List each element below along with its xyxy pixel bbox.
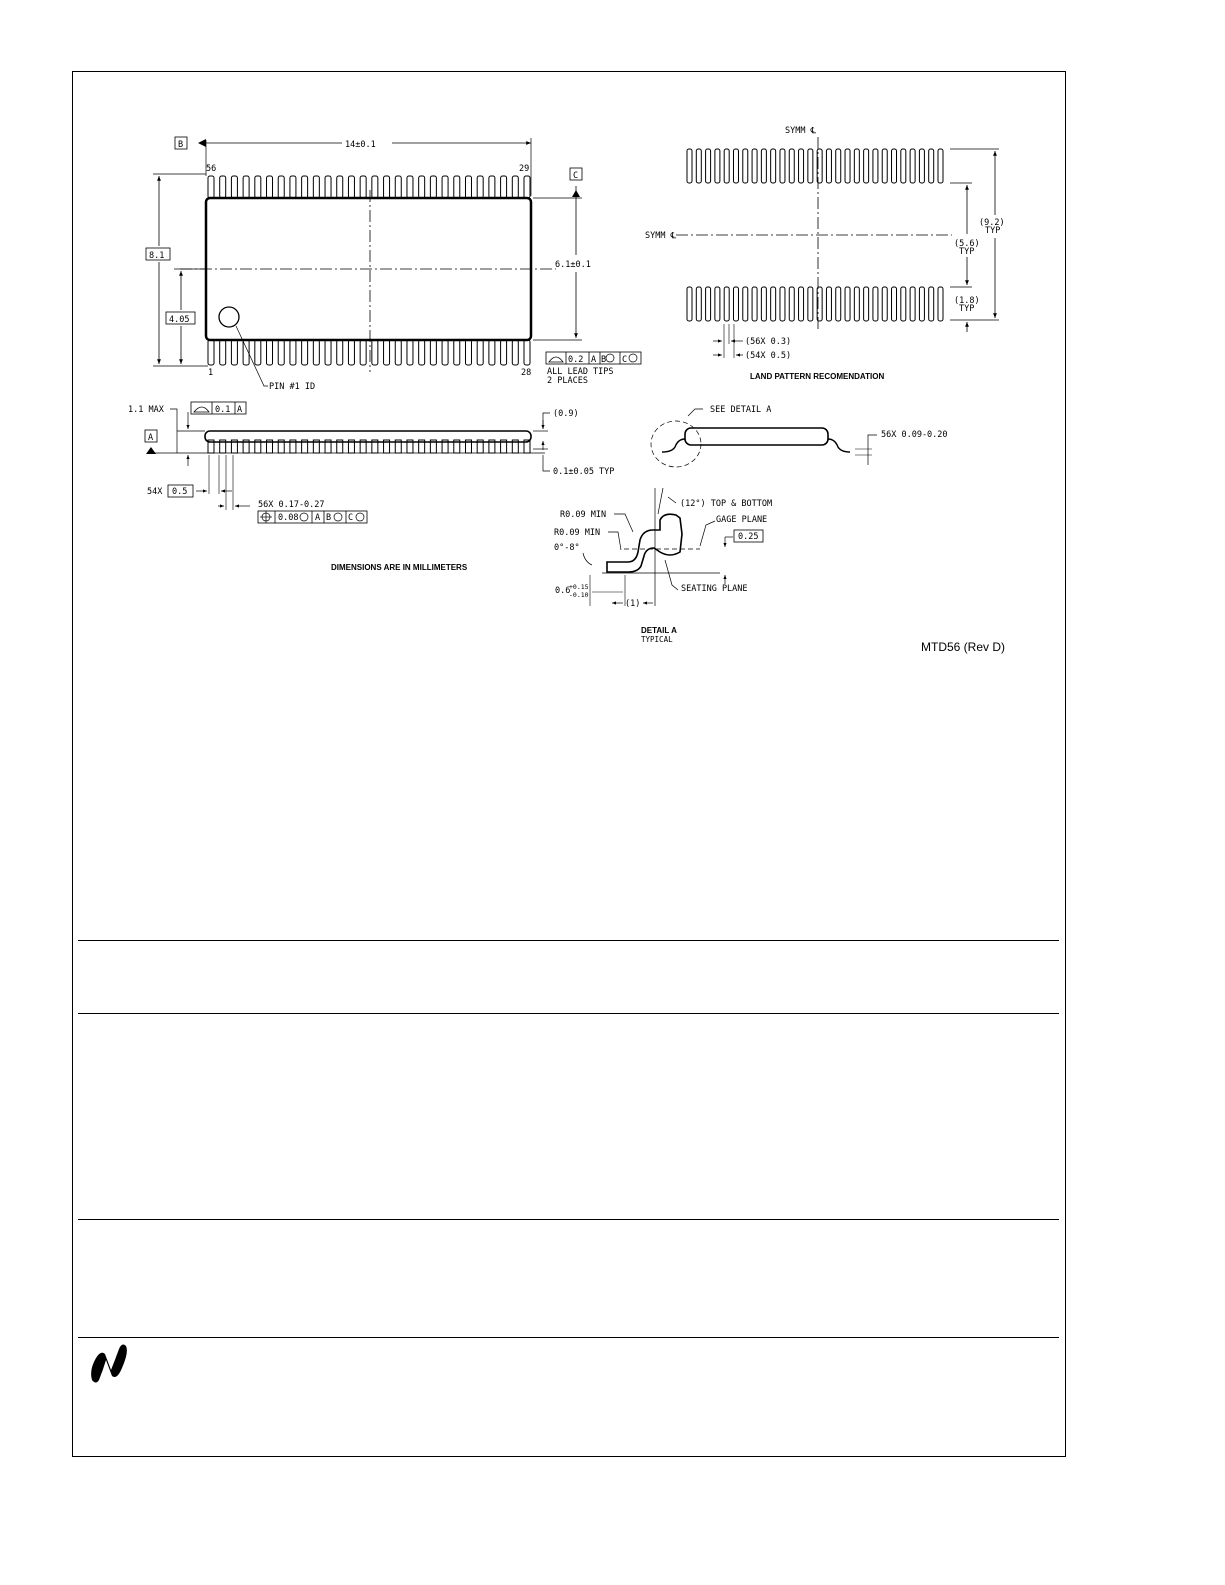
land-pad — [715, 149, 720, 183]
lead — [384, 176, 390, 198]
lead — [419, 340, 425, 365]
lead — [302, 340, 308, 365]
lead-width-dim: 56X 0.17-0.27 — [258, 500, 325, 510]
lead — [442, 176, 448, 198]
half-dim: 4.05 — [169, 315, 190, 325]
dim-1-8: (1.8) — [954, 296, 980, 306]
dim-1-8-typ: TYP — [959, 304, 975, 314]
land-pad — [761, 287, 766, 321]
lead — [313, 176, 319, 198]
datum-a: A — [148, 433, 154, 443]
land-pad — [743, 287, 748, 321]
top-leads — [208, 176, 530, 198]
land-pad — [938, 287, 943, 321]
land-pad — [892, 287, 897, 321]
lead-tips-line1: ALL LEAD TIPS — [547, 367, 614, 377]
dim-9-2-typ: TYP — [985, 226, 1001, 236]
standoff-dim: 0.1±0.05 TYP — [553, 467, 615, 477]
land-pad — [761, 149, 766, 183]
lead — [302, 176, 308, 198]
land-pad — [696, 149, 701, 183]
land-pad — [687, 149, 692, 183]
lead — [360, 176, 366, 198]
lead — [454, 176, 460, 198]
dim-0-9: (0.9) — [553, 409, 579, 419]
pitch-count: 54X — [147, 487, 163, 497]
fcf-value: 0.2 — [568, 355, 584, 365]
fcf-datum-a: A — [591, 355, 597, 365]
lead — [255, 176, 261, 198]
land-pad — [901, 149, 906, 183]
angle-0-8-label: 0°-8° — [554, 543, 580, 553]
dim-9-2: (9.2) — [979, 218, 1005, 228]
lead — [524, 340, 530, 365]
pad-pitch-dim: (54X 0.5) — [745, 351, 792, 361]
land-pad — [733, 287, 738, 321]
datum-b: B — [178, 140, 184, 150]
max-height-label: 1.1 MAX — [128, 405, 164, 415]
detail-lead — [607, 514, 682, 572]
land-pad — [780, 149, 785, 183]
pin-56-label: 56 — [206, 164, 217, 174]
land-pad — [901, 287, 906, 321]
profile-body — [685, 428, 828, 445]
lead — [208, 340, 214, 365]
lead — [337, 340, 343, 365]
lead — [325, 176, 331, 198]
lead — [267, 176, 273, 198]
land-pad — [826, 149, 831, 183]
land-pad — [910, 149, 915, 183]
land-pad — [808, 287, 813, 321]
land-pattern — [676, 137, 999, 358]
radius-min-1: R0.09 MIN — [560, 510, 607, 520]
land-pad — [706, 287, 711, 321]
pin1-id-label: PIN #1 ID — [269, 382, 316, 392]
pin-28-label: 28 — [521, 368, 532, 378]
land-pad — [938, 149, 943, 183]
lead — [501, 340, 507, 365]
body-dim: 6.1±0.1 — [555, 260, 591, 270]
symm-left-label: SYMM ℄ — [645, 231, 677, 241]
lead — [313, 340, 319, 365]
flatness-datum: A — [237, 405, 243, 415]
position-datum-c: C — [348, 513, 354, 523]
lead — [419, 176, 425, 198]
land-pad — [854, 149, 859, 183]
gage-plane-label: GAGE PLANE — [716, 515, 768, 525]
land-pad — [696, 287, 701, 321]
lead — [407, 340, 413, 365]
position-datum-a: A — [315, 513, 321, 523]
land-pad — [873, 149, 878, 183]
land-pad — [743, 149, 748, 183]
land-pad — [771, 287, 776, 321]
length-dim: 14±0.1 — [345, 140, 376, 150]
lead — [489, 176, 495, 198]
pin1-dimple — [219, 307, 239, 327]
land-pad — [892, 149, 897, 183]
lead — [465, 340, 471, 365]
lead — [489, 340, 495, 365]
units-note: DIMENSIONS ARE IN MILLIMETERS — [331, 563, 468, 572]
height-dim: 8.1 — [149, 251, 165, 261]
lead — [454, 340, 460, 365]
lead — [372, 176, 378, 198]
land-pad — [826, 287, 831, 321]
land-pad — [845, 287, 850, 321]
lead — [524, 176, 530, 198]
land-pad — [799, 287, 804, 321]
pad-width-dim: (56X 0.3) — [745, 337, 792, 347]
land-pad — [808, 149, 813, 183]
lead — [208, 176, 214, 198]
bottom-leads — [208, 340, 530, 365]
radius-min-2: R0.09 MIN — [554, 528, 601, 538]
pitch-value: 0.5 — [172, 487, 188, 497]
land-pad — [789, 149, 794, 183]
lead — [465, 176, 471, 198]
flatness-value: 0.1 — [215, 405, 231, 415]
land-pad — [715, 287, 720, 321]
land-pad — [864, 287, 869, 321]
lead — [337, 176, 343, 198]
land-pad — [752, 287, 757, 321]
lead — [512, 176, 518, 198]
lead-thickness-dim: 56X 0.09-0.20 — [881, 430, 948, 440]
land-pad — [789, 287, 794, 321]
land-pad — [724, 149, 729, 183]
gage-value: 0.25 — [738, 532, 759, 542]
lead — [267, 340, 273, 365]
lead — [360, 340, 366, 365]
dim-5-6: (5.6) — [954, 239, 980, 249]
land-pad — [706, 149, 711, 183]
lead — [348, 340, 354, 365]
lp-top-pads — [687, 149, 943, 183]
foot-length: 0.6 — [555, 586, 571, 596]
lp-bottom-pads — [687, 287, 943, 321]
land-pad — [910, 287, 915, 321]
lead — [501, 176, 507, 198]
lead — [255, 340, 261, 365]
revision-label: MTD56 (Rev D) — [921, 640, 1006, 654]
land-pad — [780, 287, 785, 321]
pin-1-label: 1 — [208, 368, 214, 378]
lead — [395, 176, 401, 198]
symm-top-label: SYMM ℄ — [785, 126, 817, 136]
land-pad — [854, 287, 859, 321]
lead — [348, 176, 354, 198]
national-semiconductor-logo — [88, 1340, 130, 1386]
land-pad — [929, 287, 934, 321]
lead — [442, 340, 448, 365]
lead — [372, 340, 378, 365]
lead — [477, 340, 483, 365]
lead — [243, 176, 249, 198]
land-pad — [799, 149, 804, 183]
position-datum-b: B — [326, 513, 332, 523]
datum-c: C — [573, 171, 579, 181]
angle-12-label: (12°) TOP & BOTTOM — [680, 499, 773, 509]
land-pad — [882, 287, 887, 321]
land-pad — [752, 149, 757, 183]
land-pad — [724, 287, 729, 321]
foot-tol-plus: +0.15 — [569, 583, 589, 591]
dim-5-6-typ: TYP — [959, 247, 975, 257]
pin-29-label: 29 — [519, 164, 530, 174]
foot-tol-minus: -0.10 — [569, 591, 589, 599]
lead-tips-line2: 2 PLACES — [547, 376, 588, 386]
lead — [290, 340, 296, 365]
lead — [325, 340, 331, 365]
lead — [290, 176, 296, 198]
land-pad — [845, 149, 850, 183]
profile-view — [651, 409, 877, 467]
lead — [477, 176, 483, 198]
fcf-datum-c: C — [622, 355, 628, 365]
lead — [384, 340, 390, 365]
lead — [512, 340, 518, 365]
seating-plane-label: SEATING PLANE — [681, 584, 748, 594]
lead — [231, 176, 237, 198]
detail-a-subtitle: TYPICAL — [641, 635, 673, 644]
lead — [395, 340, 401, 365]
lead — [278, 340, 284, 365]
lead — [220, 340, 226, 365]
land-pad — [836, 287, 841, 321]
land-pad — [771, 149, 776, 183]
land-pattern-title: LAND PATTERN RECOMENDATION — [750, 372, 885, 381]
lead — [430, 340, 436, 365]
see-detail-label: SEE DETAIL A — [710, 405, 772, 415]
land-pad — [836, 149, 841, 183]
side-view — [145, 402, 550, 523]
dim-1-label: (1) — [625, 599, 641, 609]
detail-a-title: DETAIL A — [641, 626, 677, 635]
lead — [407, 176, 413, 198]
lead — [220, 176, 226, 198]
land-pad — [864, 149, 869, 183]
land-pad — [687, 287, 692, 321]
lead — [278, 176, 284, 198]
lead — [231, 340, 237, 365]
land-pad — [919, 149, 924, 183]
lead — [430, 176, 436, 198]
position-value: 0.08 — [278, 513, 299, 523]
land-pad — [733, 149, 738, 183]
land-pad — [873, 287, 878, 321]
land-pad — [882, 149, 887, 183]
land-pad — [929, 149, 934, 183]
fcf-datum-b: B — [601, 355, 607, 365]
land-pad — [919, 287, 924, 321]
